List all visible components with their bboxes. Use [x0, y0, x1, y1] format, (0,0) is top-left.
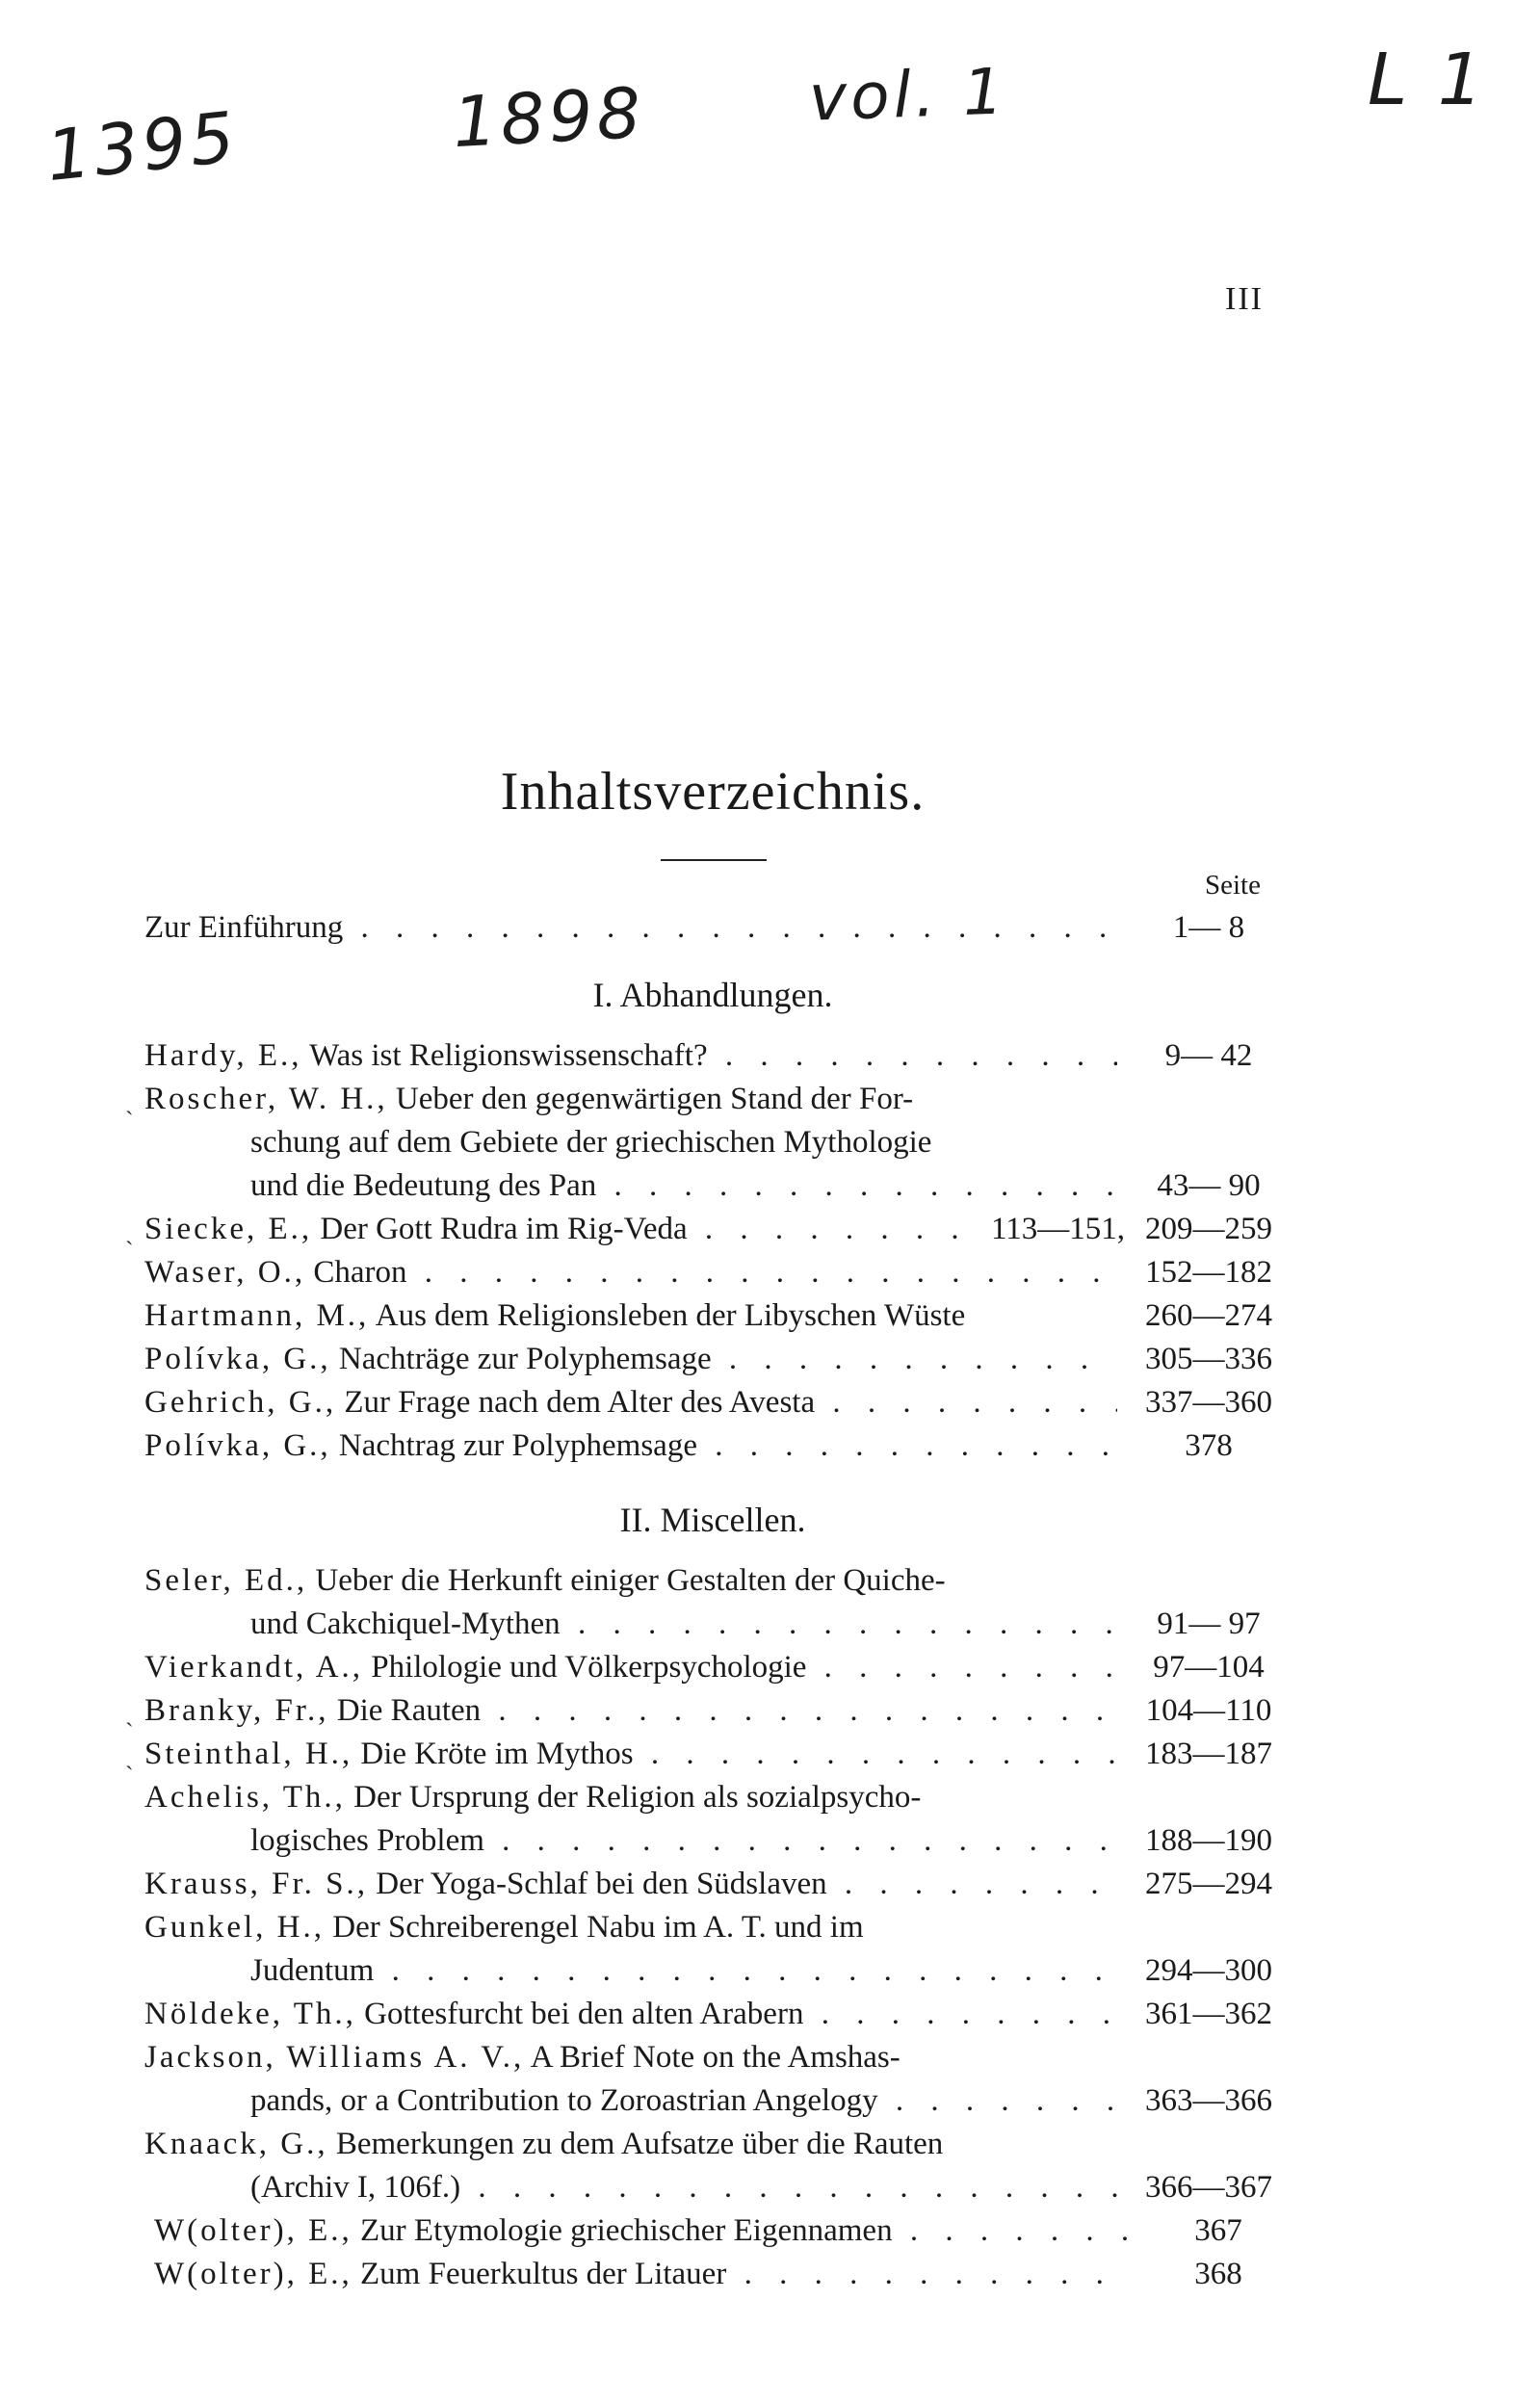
handwritten-year: 1898: [450, 71, 647, 164]
toc-entry: [144, 1424, 1300, 1468]
section-heading-miscellen: II. Miscellen.: [619, 1501, 806, 1539]
toc-entry: [144, 1381, 1300, 1424]
entry-title: Zur Frage nach dem Alter des Avesta: [344, 1385, 816, 1420]
entry-title: Ueber die Herkunft einiger Gestalten der Quiche-: [315, 1563, 946, 1598]
entry-title: Der Ursprung der Religion als sozialpsycho-: [353, 1780, 922, 1815]
toc-entry: [144, 1078, 1300, 1121]
toc-entry: [144, 1338, 1300, 1381]
entry-author: Polívka, G.,: [144, 1342, 331, 1376]
entry-text: [144, 1559, 1117, 1603]
entry-title: Zur Etymologie griechischer Eigennamen: [360, 2213, 893, 2248]
margin-tick-mark: ˎ: [125, 1217, 134, 1245]
margin-tick-mark: ˎ: [125, 1087, 134, 1115]
entry-pages: 294—300: [1145, 1953, 1272, 1988]
toc-entry: [144, 1208, 1300, 1251]
entry-text: [144, 1776, 1117, 1819]
entry-author: Seler, Ed.,: [144, 1563, 308, 1598]
toc-entry-continuation: [144, 1819, 1300, 1863]
entry-text: [144, 1034, 1117, 1078]
entry-pages: 209—259: [1145, 1212, 1272, 1246]
entry-title: Nachtrag zur Polyphemsage: [338, 1428, 697, 1463]
entry-author: Krauss, Fr. S.,: [144, 1867, 369, 1901]
entry-pages: 260—274: [1145, 1298, 1272, 1333]
toc-entry-continuation: [144, 1603, 1300, 1646]
entry-pages: 305—336: [1145, 1342, 1272, 1376]
entry-title: Der Yoga-Schlaf bei den Südslaven: [376, 1867, 827, 1901]
entry-author: Gunkel, H.,: [144, 1910, 325, 1945]
entry-title: Was ist Religionswissenschaft?: [309, 1038, 708, 1073]
entry-pages: 1— 8: [1172, 910, 1245, 945]
entry-text: [144, 1646, 1117, 1689]
entry-pages: 275—294: [1145, 1867, 1272, 1901]
entry-title: Zum Feuerkultus der Litauer: [360, 2257, 727, 2291]
entry-text: [154, 2209, 1127, 2253]
entry-author: Gehrich, G.,: [144, 1385, 337, 1420]
handwritten-mark: L 1: [1368, 39, 1487, 121]
toc-entry-intro: [144, 906, 1300, 950]
margin-tick-mark: ˎ: [125, 1699, 134, 1727]
toc-entry-continuation: [144, 1164, 1300, 1208]
entry-pages: 91— 97: [1157, 1607, 1261, 1641]
toc-entry: [144, 1034, 1300, 1078]
pages-column-label: Seite: [1205, 870, 1261, 901]
entry-pages: 104—110: [1145, 1693, 1272, 1728]
toc-entry: [144, 1733, 1300, 1776]
entry-author: Waser, O.,: [144, 1255, 306, 1290]
entry-author: Hartmann, M.,: [144, 1298, 370, 1333]
entry-text: [144, 1294, 1117, 1338]
toc-entry: [144, 1906, 1300, 1949]
entry-text: [144, 1251, 1117, 1294]
entry-title: Bemerkungen zu dem Aufsatze über die Rauten: [335, 2127, 944, 2161]
toc-entry: [144, 1863, 1300, 1906]
entry-title-continuation: logisches Problem . . .: [250, 1819, 1117, 1863]
entry-title-continuation: (Archiv I, 106f.) . . .: [250, 2166, 1117, 2209]
entry-extra-pages: 113—151,: [958, 1208, 1125, 1251]
entry-text: [144, 1381, 1117, 1424]
entry-text: [144, 1863, 1117, 1906]
entry-pages: 366—367: [1145, 2170, 1272, 2205]
toc-entry: [144, 1689, 1300, 1733]
entry-title-continuation: pands, or a Contribution to Zoroastrian Angelogy . . .: [250, 2079, 1117, 2123]
entry-text: [144, 1078, 1117, 1121]
entry-title: Nachträge zur Polyphemsage: [338, 1342, 712, 1376]
entry-pages: 97—104: [1153, 1650, 1265, 1685]
toc-entry: [144, 1646, 1300, 1689]
entry-pages: 9— 42: [1164, 1038, 1253, 1073]
entry-title: Ueber den gegenwärtigen Stand der For-: [395, 1082, 914, 1116]
toc-entry: [144, 2036, 1300, 2079]
title-divider: [661, 859, 767, 861]
entry-author: Roscher, W. H.,: [144, 1082, 388, 1116]
toc-entry: [144, 1993, 1300, 2036]
entry-title-continuation: schung auf dem Gebiete der griechischen Mythologie: [250, 1125, 932, 1160]
page-title: Inhaltsverzeichnis.: [500, 762, 926, 822]
toc-entry: [154, 2209, 1310, 2253]
entry-title: A Brief Note on the Amshas-: [530, 2040, 901, 2075]
entry-text: [144, 2123, 1117, 2166]
toc-entry: [144, 2123, 1300, 2166]
entry-pages: 363—366: [1145, 2083, 1272, 2118]
handwritten-volume: vol. 1: [807, 54, 1009, 136]
entry-text: [144, 1993, 1117, 2036]
toc-entry: [144, 1776, 1300, 1819]
entry-author: Vierkandt, A.,: [144, 1650, 363, 1685]
entry-text: [144, 1689, 1117, 1733]
entry-author: W(olter), E.,: [154, 2257, 352, 2291]
entry-title: Philologie und Völkerpsychologie: [371, 1650, 807, 1685]
entry-author: Achelis, Th.,: [144, 1780, 346, 1815]
toc-entry: [144, 1294, 1300, 1338]
toc-entry: [144, 1251, 1300, 1294]
entry-pages: 152—182: [1145, 1255, 1272, 1290]
entry-text: [144, 1338, 1117, 1381]
entry-author: Siecke, E.,: [144, 1212, 313, 1246]
entry-author: Hardy, E.,: [144, 1038, 302, 1073]
handwritten-number: 1395: [42, 95, 243, 197]
entry-author: Knaack, G.,: [144, 2127, 328, 2161]
entry-text: [144, 1733, 1117, 1776]
entry-title: Gottesfurcht bei den alten Arabern: [364, 1997, 804, 2031]
margin-tick-mark: ˎ: [125, 1742, 134, 1770]
entry-title-continuation: Judentum . . .: [250, 1949, 1117, 1993]
entry-title: Der Schreiberengel Nabu im A. T. und im: [332, 1910, 864, 1945]
entry-pages: 368: [1194, 2257, 1242, 2291]
section-heading-abhandlungen: I. Abhandlungen.: [592, 976, 833, 1014]
entry-title-continuation: und die Bedeutung des Pan . . .: [250, 1164, 1117, 1208]
toc-entry-continuation: [144, 1949, 1300, 1993]
entry-pages: 378: [1185, 1428, 1233, 1463]
toc-entry-continuation: [144, 2079, 1300, 2123]
entry-author: Branky, Fr.,: [144, 1693, 329, 1728]
entry-pages: 43— 90: [1157, 1168, 1261, 1203]
entry-pages: 188—190: [1145, 1823, 1272, 1858]
entry-title: Charon: [313, 1255, 407, 1290]
toc-entry-continuation: [144, 2166, 1300, 2209]
entry-pages: 337—360: [1145, 1385, 1272, 1420]
entry-text: [144, 1424, 1117, 1468]
entry-pages: 183—187: [1145, 1737, 1272, 1771]
toc-entry: [154, 2253, 1310, 2296]
entry-text: [154, 2253, 1127, 2296]
entry-author: Nöldeke, Th.,: [144, 1997, 356, 2031]
entry-title: Aus dem Religionsleben der Libyschen Wüste: [375, 1298, 966, 1333]
entry-pages: 361—362: [1145, 1997, 1272, 2031]
entry-text: [144, 1906, 1117, 1949]
entry-title: Die Kröte im Mythos: [360, 1737, 634, 1771]
toc-entry: [144, 1559, 1300, 1603]
entry-title-continuation: und Cakchiquel-Mythen . . .: [250, 1603, 1117, 1646]
entry-text: [144, 2036, 1117, 2079]
page-number: III: [1225, 281, 1264, 317]
entry-title: Die Rauten: [336, 1693, 482, 1728]
entry-author: Jackson, Williams A. V.,: [144, 2040, 525, 2075]
entry-author: Polívka, G.,: [144, 1428, 331, 1463]
entry-title: Der Gott Rudra im Rig-Veda: [320, 1212, 688, 1246]
entry-author: W(olter), E.,: [154, 2213, 352, 2248]
toc-entry-continuation: [144, 1121, 1300, 1164]
entry-pages: 367: [1194, 2213, 1242, 2248]
entry-title: Zur Einführung . . .: [144, 906, 1117, 950]
entry-author: Steinthal, H.,: [144, 1737, 353, 1771]
